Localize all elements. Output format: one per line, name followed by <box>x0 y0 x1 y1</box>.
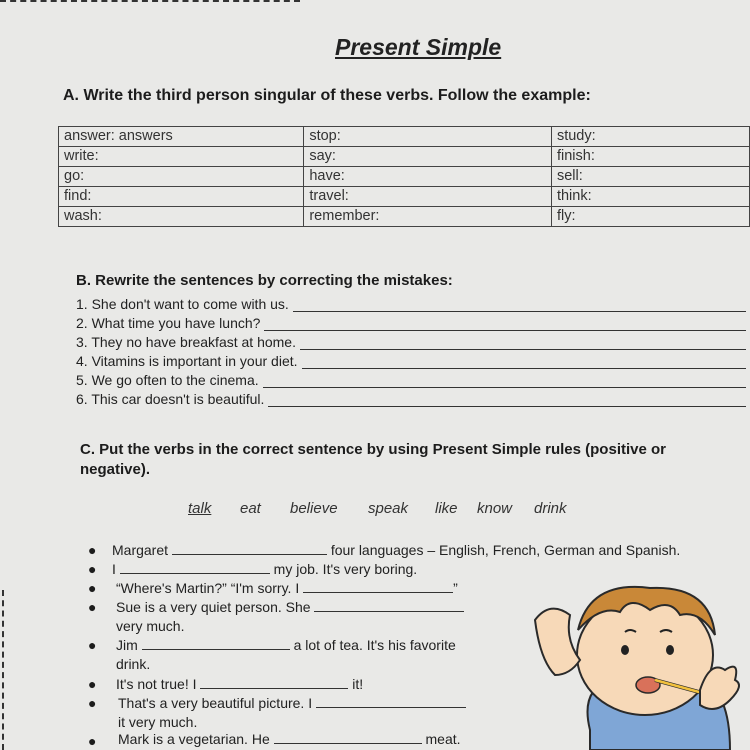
exercise-item <box>116 636 456 654</box>
answer-blank[interactable] <box>172 542 327 555</box>
word-bank-item: like <box>435 500 458 517</box>
item-text: my job. It's very boring. <box>273 561 418 577</box>
sentence-text: 3. They no have breakfast at home. <box>76 334 296 350</box>
sentence-text: 6. This car doesn't is beautiful. <box>76 391 265 407</box>
table-cell: travel: <box>304 187 552 207</box>
word-bank-item: believe <box>290 500 338 517</box>
table-cell: think: <box>551 187 749 207</box>
table-row <box>59 187 750 207</box>
item-text: meat. <box>425 731 461 747</box>
section-c-heading: C. Put the verbs in the correct sentence by using Present Simple rules (positive or negative). <box>80 441 666 478</box>
sentence-1 <box>76 296 746 312</box>
cut-line-left <box>2 590 4 750</box>
item-text: “Where's Martin?” “I'm sorry. I <box>116 580 300 596</box>
exercise-item <box>112 541 750 559</box>
table-cell: wash: <box>59 207 304 227</box>
item-text: it! <box>352 676 364 692</box>
answer-line[interactable] <box>300 337 746 350</box>
answer-blank[interactable] <box>274 731 422 744</box>
sentence-5 <box>76 372 746 388</box>
item-text: Sue is a very quiet person. She <box>116 599 311 615</box>
sentence-text: 1. She don't want to come with us. <box>76 296 289 312</box>
item-text: Jim <box>116 637 138 653</box>
exercise-item-continued: it very much. <box>118 714 198 730</box>
word-bank-item: drink <box>534 500 567 517</box>
exercise-item <box>116 598 464 616</box>
sentence-6 <box>76 391 746 407</box>
answer-blank[interactable] <box>303 580 453 593</box>
item-text: That's a very beautiful picture. I <box>118 695 313 711</box>
sentence-text: 4. Vitamins is important in your diet. <box>76 353 298 369</box>
item-text: Mark is a vegetarian. He <box>118 731 270 747</box>
answer-blank[interactable] <box>316 695 466 708</box>
bullet-icon: ● <box>88 637 97 653</box>
table-cell: answer: answers <box>59 127 304 147</box>
sentence-4 <box>76 353 746 369</box>
table-cell: write: <box>59 147 304 167</box>
table-cell: have: <box>304 167 552 187</box>
bullet-icon: ● <box>88 695 97 711</box>
item-text: It's not true! I <box>116 676 197 692</box>
exercise-item-continued: very much. <box>116 618 185 634</box>
answer-line[interactable] <box>268 394 746 407</box>
sentence-2 <box>76 315 746 331</box>
bullet-icon: ● <box>88 561 97 577</box>
section-a-heading: A. Write the third person singular of these verbs. Follow the example: <box>63 87 591 104</box>
table-cell: find: <box>59 187 304 207</box>
table-cell: stop: <box>304 127 552 147</box>
page-title: Present Simple <box>335 34 502 60</box>
table-row <box>59 167 750 187</box>
answer-line[interactable] <box>263 375 746 388</box>
answer-blank[interactable] <box>200 676 348 689</box>
item-text: ” <box>453 580 458 596</box>
answer-line[interactable] <box>302 356 746 369</box>
table-row <box>59 207 750 227</box>
exercise-item <box>118 694 466 712</box>
sentence-3 <box>76 334 746 350</box>
sentence-text: 5. We go often to the cinema. <box>76 372 259 388</box>
answer-blank[interactable] <box>120 561 270 574</box>
sentence-text: 2. What time you have lunch? <box>76 315 261 331</box>
item-text: a lot of tea. It's his favorite <box>293 637 456 653</box>
item-text: Margaret <box>112 542 169 558</box>
table-cell: say: <box>304 147 552 167</box>
bullet-icon: ● <box>88 733 97 749</box>
table-cell: remember: <box>304 207 552 227</box>
exercise-item <box>116 675 363 693</box>
word-bank-item: eat <box>240 500 261 517</box>
answer-line[interactable] <box>293 299 746 312</box>
table-cell: go: <box>59 167 304 187</box>
item-text: four languages – English, French, German and Spanish. <box>330 542 681 558</box>
exercise-item <box>112 560 417 578</box>
cut-line-top <box>0 0 300 2</box>
item-text: I <box>112 561 116 577</box>
exercise-item-continued: drink. <box>116 656 151 672</box>
bullet-icon: ● <box>88 580 97 596</box>
answer-line[interactable] <box>264 318 746 331</box>
word-bank-item: know <box>477 500 513 517</box>
section-b-heading: B. Rewrite the sentences by correcting the mistakes: <box>76 272 453 289</box>
table-cell: finish: <box>551 147 749 167</box>
word-bank-item: talk <box>188 500 212 517</box>
answer-blank[interactable] <box>142 637 290 650</box>
table-row <box>59 147 750 167</box>
bullet-icon: ● <box>88 599 97 615</box>
table-cell: study: <box>551 127 749 147</box>
exercise-item <box>118 730 461 748</box>
answer-blank[interactable] <box>314 599 464 612</box>
table-cell: sell: <box>551 167 749 187</box>
bullet-icon: ● <box>88 676 97 692</box>
table-cell: fly: <box>551 207 749 227</box>
exercise-item <box>116 579 458 597</box>
word-bank-item: speak <box>368 500 409 517</box>
bullet-icon: ● <box>88 542 97 558</box>
verb-table <box>58 126 750 227</box>
table-row <box>59 127 750 147</box>
boy-illustration <box>530 580 750 750</box>
